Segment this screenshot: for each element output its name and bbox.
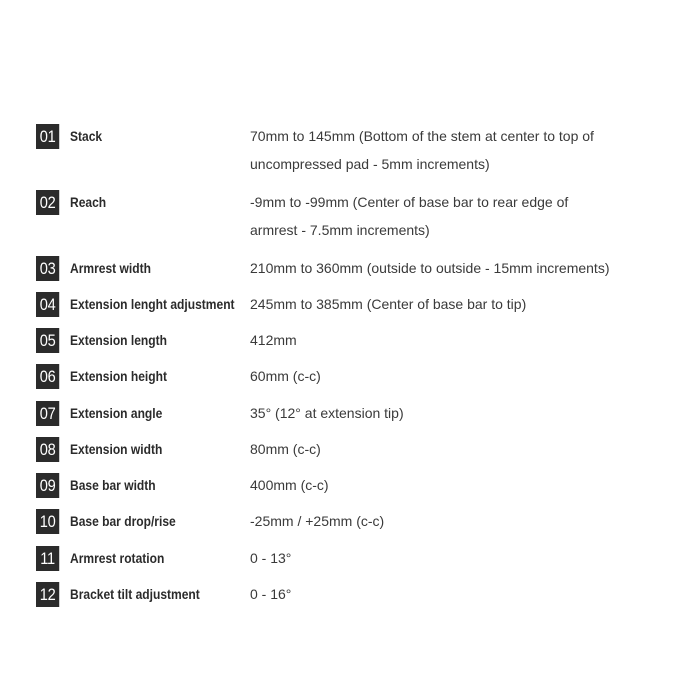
spec-label: Bracket tilt adjustment bbox=[70, 586, 200, 602]
spec-row-base-bar-width bbox=[36, 473, 680, 498]
spec-number-badge: 06 bbox=[36, 364, 59, 389]
spec-number-badge: 11 bbox=[36, 546, 59, 571]
spec-number-badge: 01 bbox=[36, 124, 59, 149]
spec-number-badge: 07 bbox=[36, 401, 59, 426]
spec-value: 0 - 16° bbox=[250, 586, 292, 602]
spec-number-badge: 05 bbox=[36, 328, 59, 353]
spec-value: 0 - 13° bbox=[250, 550, 292, 566]
spec-row-extension-height bbox=[36, 364, 680, 389]
spec-label: Base bar width bbox=[70, 477, 156, 493]
spec-value: 80mm (c-c) bbox=[250, 441, 321, 457]
spec-row-armrest-width bbox=[36, 256, 680, 281]
spec-row-extension-width bbox=[36, 437, 680, 462]
spec-row-extension-lenght-adjustment bbox=[36, 292, 680, 317]
spec-value: 60mm (c-c) bbox=[250, 368, 321, 384]
spec-number-badge: 04 bbox=[36, 292, 59, 317]
spec-label: Armrest rotation bbox=[70, 550, 165, 566]
spec-value: 210mm to 360mm (outside to outside - 15mm increments) bbox=[250, 260, 610, 276]
spec-row-extension-length bbox=[36, 328, 680, 353]
spec-number-badge: 10 bbox=[36, 509, 59, 534]
spec-row-reach bbox=[36, 190, 680, 244]
spec-number-badge: 02 bbox=[36, 190, 59, 215]
spec-number-badge: 09 bbox=[36, 473, 59, 498]
spec-label: Base bar drop/rise bbox=[70, 513, 176, 529]
spec-number-badge: 03 bbox=[36, 256, 59, 281]
spec-number-badge: 08 bbox=[36, 437, 59, 462]
spec-label: Extension length bbox=[70, 332, 168, 348]
spec-value: 35° (12° at extension tip) bbox=[250, 405, 404, 421]
spec-number-badge: 12 bbox=[36, 582, 59, 607]
spec-label: Armrest width bbox=[70, 260, 151, 276]
spec-value: 70mm to 145mm (Bottom of the stem at center to top of uncompressed pad - 5mm increments) bbox=[250, 128, 594, 172]
spec-row-base-bar-drop-rise bbox=[36, 509, 680, 534]
spec-value: 245mm to 385mm (Center of base bar to tip) bbox=[250, 296, 527, 312]
spec-label: Extension lenght adjustment bbox=[70, 296, 235, 312]
spec-label: Stack bbox=[70, 128, 103, 144]
spec-value: -9mm to -99mm (Center of base bar to rear edge of armrest - 7.5mm increments) bbox=[250, 194, 569, 238]
spec-label: Extension angle bbox=[70, 405, 163, 421]
spec-label: Reach bbox=[70, 194, 107, 210]
spec-label: Extension width bbox=[70, 441, 163, 457]
spec-value: 412mm bbox=[250, 332, 297, 348]
spec-label: Extension height bbox=[70, 368, 168, 384]
spec-row-armrest-rotation bbox=[36, 546, 680, 571]
spec-row-bracket-tilt-adjustment bbox=[36, 582, 680, 607]
spec-value: 400mm (c-c) bbox=[250, 477, 329, 493]
spec-row-stack bbox=[36, 124, 680, 178]
spec-row-extension-angle bbox=[36, 401, 680, 426]
spec-value: -25mm / +25mm (c-c) bbox=[250, 513, 385, 529]
